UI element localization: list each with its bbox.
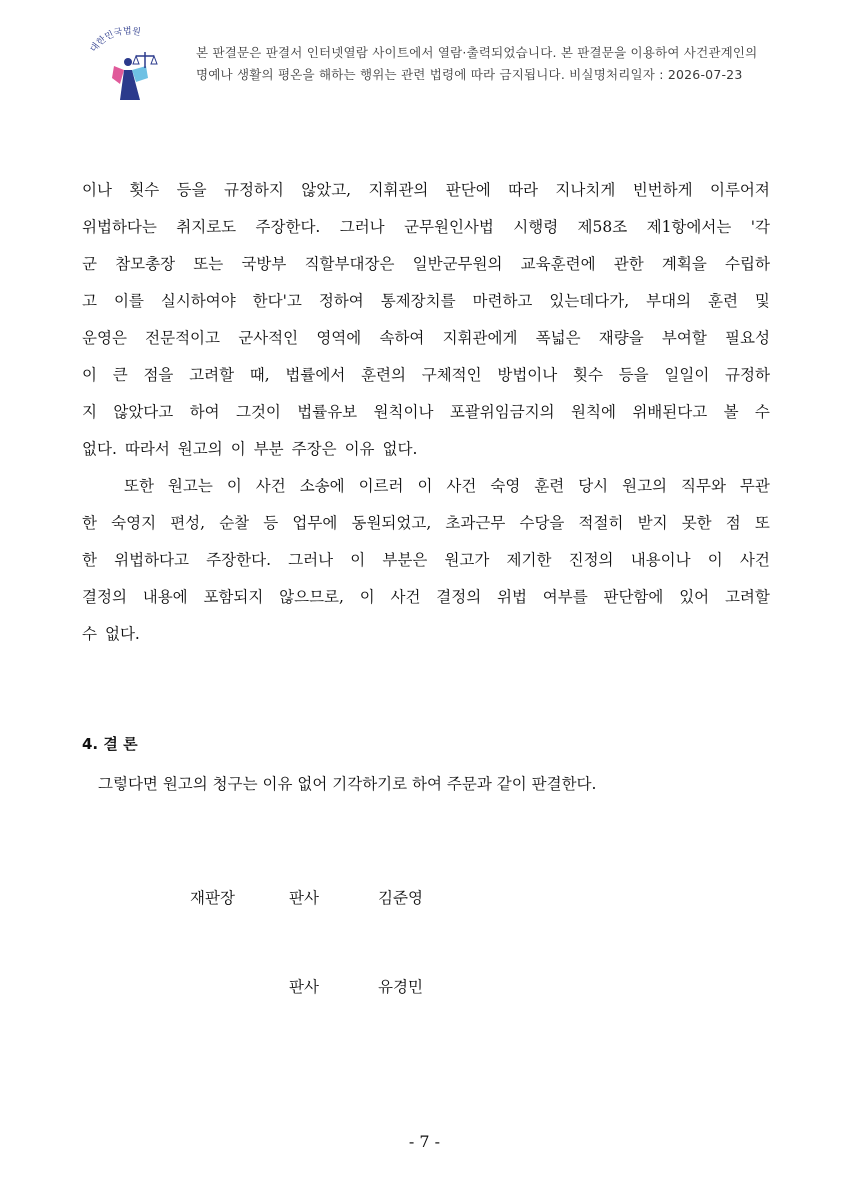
judgment-body bbox=[82, 172, 770, 653]
logo-text: 대한민국법원 bbox=[88, 26, 142, 55]
text-line: 이나 횟수 등을 규정하지 않았고, 지휘관의 판단에 따라 지나치게 빈번하게 이루어져 bbox=[82, 181, 770, 199]
svg-text:대한민국법원 bbox=[87, 25, 141, 55]
presiding-judge-title: 재판장 bbox=[190, 889, 235, 907]
text-line: 결정의 내용에 포함되지 않으므로, 이 사건 결정의 위법 여부를 판단함에 있어 고려할 bbox=[82, 588, 770, 606]
judge-name-2: 유경민 bbox=[378, 978, 423, 996]
text-line: 이 큰 점을 고려할 때, 법률에서 훈련의 구체적인 방법이나 횟수 등을 일일이 규정하 bbox=[82, 366, 770, 384]
text-line: 한 위법하다고 주장한다. 그러나 이 부분은 원고가 제기한 진정의 내용이나 이 사건 bbox=[82, 551, 770, 569]
page-number: - 7 - bbox=[408, 1132, 441, 1151]
text-line: 운영은 전문적이고 군사적인 영역에 속하여 지휘관에게 폭넓은 재량을 부여할 필요성 bbox=[82, 329, 770, 347]
text-line: 없다. 따라서 원고의 이 부분 주장은 이유 없다. bbox=[82, 440, 418, 458]
page-header bbox=[84, 22, 784, 102]
text-line: 고 이를 실시하여야 한다'고 정하여 통제장치를 마련하고 있는데다가, 부대의 훈련 및 bbox=[82, 292, 770, 310]
paragraph-2 bbox=[82, 468, 770, 653]
reading-notice bbox=[196, 42, 796, 86]
text-line: 군 참모총장 또는 국방부 직할부대장은 일반군무원의 교육훈련에 관한 계획을 수립하 bbox=[82, 255, 770, 273]
text-line: 수 없다. bbox=[82, 625, 140, 643]
judge-title-1: 판사 bbox=[289, 889, 319, 907]
text-line: 위법하다는 취지로도 주장한다. 그러나 군무원인사법 시행령 제58조 제1항에서는 '각 bbox=[82, 218, 770, 236]
notice-line-2: 명예나 생활의 평온을 해하는 행위는 관련 법령에 따라 금지됩니다. 비실명처리일자 : 2026-07-23 bbox=[196, 67, 743, 82]
court-logo-icon bbox=[84, 22, 174, 102]
text-line: 지 않았다고 하여 그것이 법률유보 원칙이나 포괄위임금지의 원칙에 위배된다고 볼 수 bbox=[82, 403, 770, 421]
judge-name-1: 김준영 bbox=[378, 889, 423, 907]
section-heading-conclusion: 4. 결 론 bbox=[82, 735, 138, 753]
paragraph-1 bbox=[82, 172, 770, 468]
text-line: 또한 원고는 이 사건 소송에 이르러 이 사건 숙영 훈련 당시 원고의 직무와 무관 bbox=[124, 477, 770, 495]
notice-line-1: 본 판결문은 판결서 인터넷열람 사이트에서 열람·출력되었습니다. 본 판결문을 이용하여 사건관계인의 bbox=[196, 45, 758, 60]
conclusion-text: 그렇다면 원고의 청구는 이유 없어 기각하기로 하여 주문과 같이 판결한다. bbox=[98, 775, 597, 793]
judge-title-2: 판사 bbox=[289, 978, 319, 996]
text-line: 한 숙영지 편성, 순찰 등 업무에 동원되었고, 초과근무 수당을 적절히 받지 못한 점 또 bbox=[82, 514, 770, 532]
